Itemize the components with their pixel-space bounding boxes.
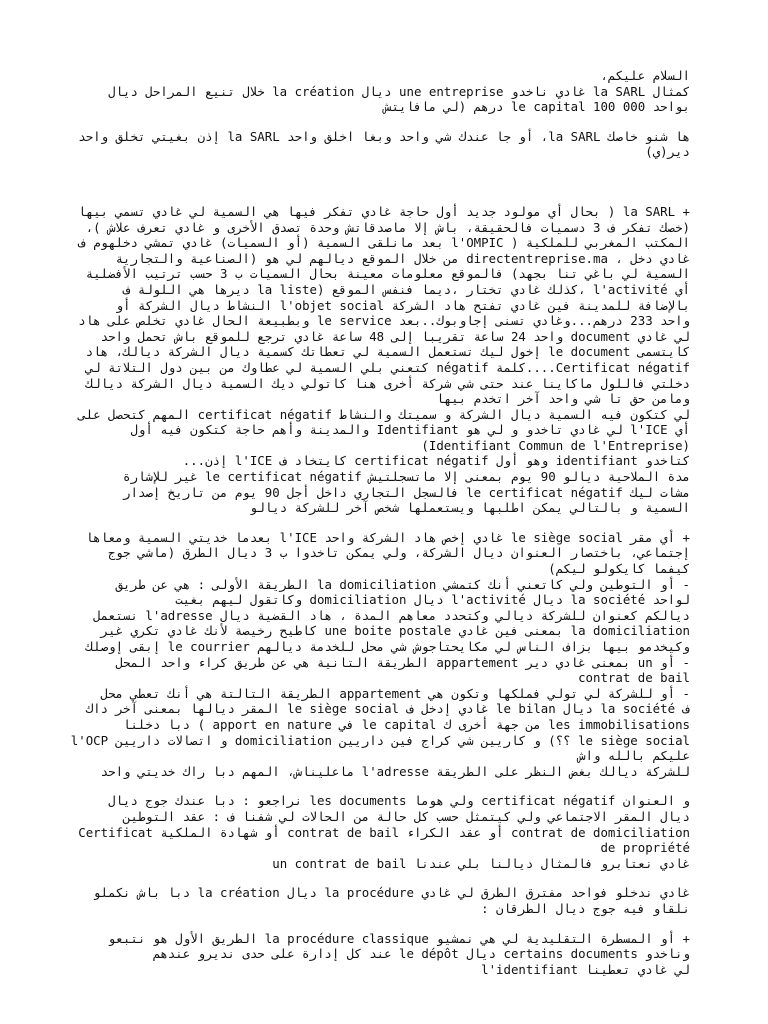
text-line: غادي ندخلو فواحد مفترق الطرق لي غادي la procédure ديال la création دبا باش نكملو xyxy=(93,885,690,901)
text-line: ديال المقر الاجتماعي ولي كيتمثل حسب كل حالة من الحالات لي شفنا ف : عقد التوطين xyxy=(123,808,690,824)
text-line: وكيخدمو بيها بزاف الناس لي مكايحتاجوش شي محل للخدمة ديالهم le courrier إبقى إوصلك xyxy=(85,639,690,654)
documents-recap-paragraph xyxy=(70,793,690,871)
text-line: كتاخدو identifiant وهو أول certificat négatif كايتخاد ف l'ICE إذن... xyxy=(182,453,690,469)
text-line: ديالكم كعنوان للشركة ديالي وكتحدد معاهم المدة ، هاد القضية ديال l'adresse نستعمل xyxy=(93,607,690,623)
name-section-paragraph xyxy=(70,204,690,516)
text-line: مدة الملاحية ديالو 90 يوم بمعنى إلا ماتسجلتيش le certificat négatif غير للإشارة xyxy=(123,469,690,485)
intro-paragraph xyxy=(70,84,690,115)
text-line: السمية و بالتالي يمكن اطلبها ويستعملها شخص آخر للشركة ديالو xyxy=(249,500,690,516)
text-line: و العنوان certificat négatif ولي هوما les documents نراجعو : دبا عندك جوج ديال xyxy=(108,793,690,809)
text-line: أي l'ICE لي غادي تاخدو و لي هو Identifiant والمدينة وأهم حاجة كتكون فيه أول xyxy=(130,422,690,438)
text-line: كايتسمى le document إخول ليك تستعمل السمية لي تعطاتك كسمية ديال الشركة ديالك، هاد xyxy=(85,344,690,360)
text-line: بالإضافة للمدينة فين غادي تفتح هاد الشركة l'objet social النشاط ديال الشركة أو xyxy=(115,297,690,313)
text-line: - أو التوطين ولي كاتعني أنك كتمشي la domiciliation الطريقة الأولى : هي عن طريق xyxy=(115,576,690,592)
text-line: لي غادي تعطينا l'identifiant xyxy=(481,961,690,977)
text-line: - أو un بمعنى غادي دير appartement الطريقة التانية هي عن طريق كراء واحد المحل xyxy=(115,654,690,670)
seat-section-paragraph xyxy=(70,530,690,780)
greeting: السلام عليكم، xyxy=(600,68,690,83)
text-line: إجتماعي، باختصار العنوان ديال الشركة، ولي يمكن تاخدوا ب 3 ديال الطرق (ماشي جوج xyxy=(108,545,690,561)
text-line: المكتب المغربي للملكية ( l'OMPIC بعد مانلقى السمية (أو السميات) غادي تمشي دخلهوم ف xyxy=(78,235,690,251)
text-line: دخلتي فاللول ماكاينا عند حتى شي شركة أخرى هنا كاتولي ديك السمية ديال الشركة ديالك xyxy=(85,375,690,391)
text-line: واحد 233 درهم...وغادي تسنى إجاوبوك..بعد le service وبطبيعة الحال غادي تخلص على هاد xyxy=(78,313,690,329)
text-line: كيفما كايكولو ليكم) xyxy=(548,561,690,577)
text-line: كمثال la SARL غادي ناخدو une entreprise ديال la création خلال تنيع المراحل ديال xyxy=(108,83,690,99)
text-line: (Identifiant Commun de l'Entreprise) xyxy=(421,437,690,453)
text-line: بواحد le capital 100 000 درهم (لي مافايتش xyxy=(384,99,690,115)
text-line: - أو للشركة لي تولي فملكها وتكون هي appartement الطريقة التالتة هي أنك تعطي محل xyxy=(100,685,690,701)
text-line: السمية لي باغي تنا بجهد) فالموقع معلومات معينة بحال السميات ب 3 حسب ترتيب الأفضلية xyxy=(85,266,690,282)
text-line: (خصك تفكر ف 3 دسميات فالحقيقة، باش إلا ماصدقاتش وحدة تصدق الأخرى و غادي تعرف علاش )، xyxy=(85,219,690,235)
text-line: لي كتكون فيه السمية ديال الشركة و سميتك والنشاط certificat négatif المهم كتحصل على xyxy=(78,406,690,422)
text-line: مشات ليك le certificat négatif فالسجل التجاري داخل أجل 90 يوم من تاريخ إصدار xyxy=(123,484,690,500)
text-line: لي غادي document واحد 24 ساعة تقريبا إلى 48 ساعة غادي ترجع للموقع باش تحمل واحد xyxy=(100,328,690,344)
text-line: de propriété xyxy=(600,840,690,856)
text-line: أي l'activité ،كذلك غادي تختار ،ديما فنفس الموقع (la liste ديرها هي اللولة ف xyxy=(123,281,690,297)
text-line: ها شنو خاصك la SARL، أو جا عندك شي واحد وبغا اخلق واحد la SARL إذن بغيتي تخلق واحد xyxy=(78,128,690,144)
crossroads-paragraph xyxy=(70,885,690,916)
text-line: le siège social ؟؟) و كاريين شي كراج فين داريين domiciliation و اتصالات داريين l'OCP عليكم بالله واش xyxy=(70,732,690,764)
text-line: + أي مقر le siège social غادي إخص هاد الشركة واحد l'ICE بعدما خديتي السمية ومعاها xyxy=(85,529,690,545)
text-line: ومامن حق تا شي واحد آخر اتخدم بيها xyxy=(436,391,690,407)
text-line: la domiciliation بمعنى فين غادي une boite postale كاطيح رخيصة لأنك غادي تكري غير xyxy=(100,623,690,639)
text-line: للشركة ديالك بغض النظر على الطريقة l'adresse ماعليناش، المهم دبا راك خديتي واحد xyxy=(100,763,690,779)
text-line: + la SARL ( بحال أي مولود جديد أول حاجة غادي تفكر فيها هي السمية لي غادي تسمي بيها xyxy=(78,203,690,219)
text-line: نلقاو فيه جوج ديال الطرقان : xyxy=(481,900,690,916)
text-line: غادي نعتابرو فالمثال ديالنا بلي عندنا un contrat de bail xyxy=(272,855,690,871)
text-line: Certificat négatif....كلمة négatif كتعني بلي السمية لي عطاوك من بين دول التلاتة لي xyxy=(85,359,690,375)
text-line: لواحد la société ديال l'activité ديال domiciliation وكاتقول ليهم بغيت xyxy=(175,592,690,608)
text-line: les immobilisations من جهة أخرى ك le capital في apport en nature ) دبا دخلنا xyxy=(123,716,690,732)
text-line: contrat de bail xyxy=(578,670,690,686)
text-line: غادي دخل ، directentreprise.ma من خلال الموقع ديالهم لي هو (الصناعية والتجارية xyxy=(115,250,690,266)
text-line: دير(ي) xyxy=(645,144,690,160)
text-line: وناخدو certains documents ديال le dépôt عند كل إدارة على حدى نديرو عندهم xyxy=(152,946,690,962)
text-line: contrat de domiciliation أو عقد الكراء contrat de bail أو شهادة الملكية Certificat xyxy=(78,824,690,840)
classic-procedure-paragraph xyxy=(70,931,690,978)
question-paragraph xyxy=(70,129,690,160)
text-line: + أو المسطرة التقليدية لي هي نمشيو la procédure classique الطريق الأول هو نتبعو xyxy=(108,930,690,946)
text-line: ف la société ديال le bilan غادي إدخل ف le siège social المقر ديالها بمعنى آخر داك xyxy=(85,701,690,717)
